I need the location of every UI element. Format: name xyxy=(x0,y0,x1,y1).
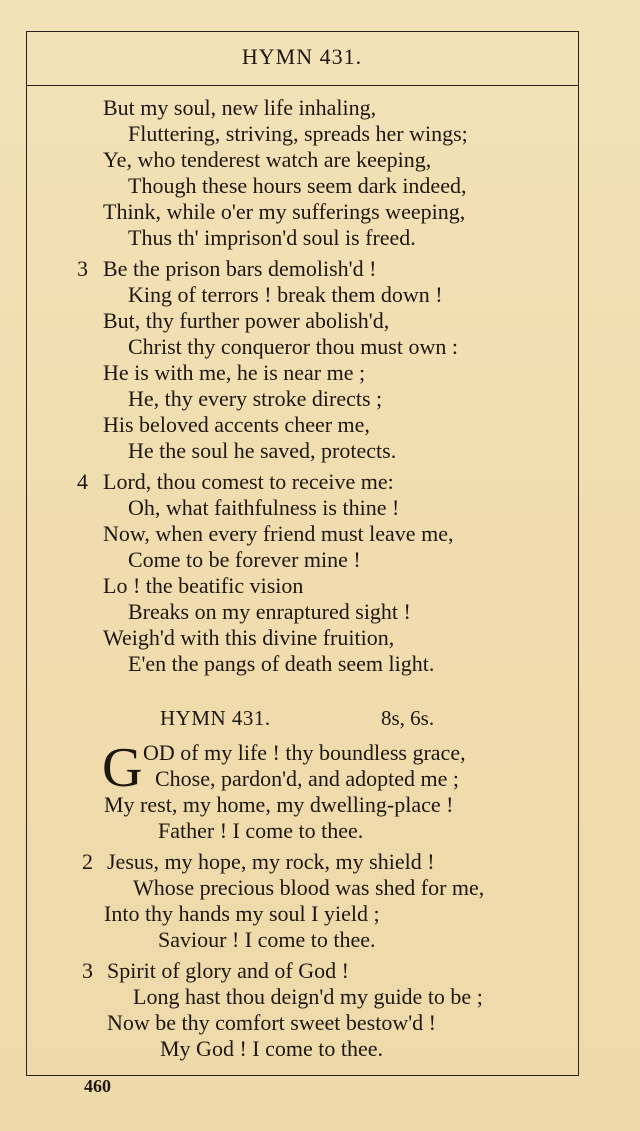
stanza-number: 3 xyxy=(77,256,88,281)
verse-line: Lord, thou comest to receive me: xyxy=(103,469,394,494)
verse-line: Be the prison bars demolish'd ! xyxy=(103,256,377,281)
verse-line: Now be thy comfort sweet bestow'd ! xyxy=(107,1010,437,1035)
verse-line: Thus th' imprison'd soul is freed. xyxy=(128,225,416,250)
verse-line: Fluttering, striving, spreads her wings; xyxy=(128,121,468,146)
verse-line: He the soul he saved, protects. xyxy=(128,438,397,463)
page-number: 460 xyxy=(84,1076,111,1096)
stanza-number: 3 xyxy=(82,958,93,983)
verse-line: Think, while o'er my sufferings weeping, xyxy=(103,199,466,224)
verse-line: But, thy further power abolish'd, xyxy=(103,308,390,333)
verse-line: His beloved accents cheer me, xyxy=(103,412,370,437)
verse-line: OD of my life ! thy boundless grace, xyxy=(143,740,466,765)
drop-cap: G xyxy=(102,737,143,799)
verse-line: He, thy every stroke directs ; xyxy=(128,386,383,411)
verse-line: Into thy hands my soul I yield ; xyxy=(104,901,380,926)
verse-line: Oh, what faithfulness is thine ! xyxy=(128,495,400,520)
verse-line: Though these hours seem dark indeed, xyxy=(128,173,467,198)
verse-line: Whose precious blood was shed for me, xyxy=(133,875,485,900)
verse-line: Saviour ! I come to thee. xyxy=(158,927,376,952)
verse-line: Christ thy conqueror thou must own : xyxy=(128,334,458,359)
stanza-number: 2 xyxy=(82,849,93,874)
verse-line: Jesus, my hope, my rock, my shield ! xyxy=(107,849,435,874)
header-rule xyxy=(26,85,578,86)
verse-line: Father ! I come to thee. xyxy=(158,818,364,843)
verse-line: My God ! I come to thee. xyxy=(160,1036,383,1061)
verse-line: Now, when every friend must leave me, xyxy=(103,521,454,546)
verse-line: Come to be forever mine ! xyxy=(128,547,361,572)
verse-line: Weigh'd with this divine fruition, xyxy=(103,625,395,650)
verse-line: But my soul, new life inhaling, xyxy=(103,95,377,120)
verse-line: My rest, my home, my dwelling-place ! xyxy=(104,792,454,817)
verse-line: Lo ! the beatific vision xyxy=(103,573,304,598)
verse-line: Long hast thou deign'd my guide to be ; xyxy=(133,984,483,1009)
verse-line: Chose, pardon'd, and adopted me ; xyxy=(155,766,459,791)
stanza-number: 4 xyxy=(77,469,88,494)
verse-line: Breaks on my enraptured sight ! xyxy=(128,599,411,624)
running-head: HYMN 431. xyxy=(241,44,363,69)
verse-line: Spirit of glory and of God ! xyxy=(107,958,349,983)
verse-line: King of terrors ! break them down ! xyxy=(128,282,443,307)
verse-line: Ye, who tenderest watch are keeping, xyxy=(103,147,432,172)
hymn-title: HYMN 431. xyxy=(160,706,271,730)
hymn-meter: 8s, 6s. xyxy=(381,706,435,730)
verse-line: E'en the pangs of death seem light. xyxy=(128,651,435,676)
verse-line: He is with me, he is near me ; xyxy=(103,360,366,385)
